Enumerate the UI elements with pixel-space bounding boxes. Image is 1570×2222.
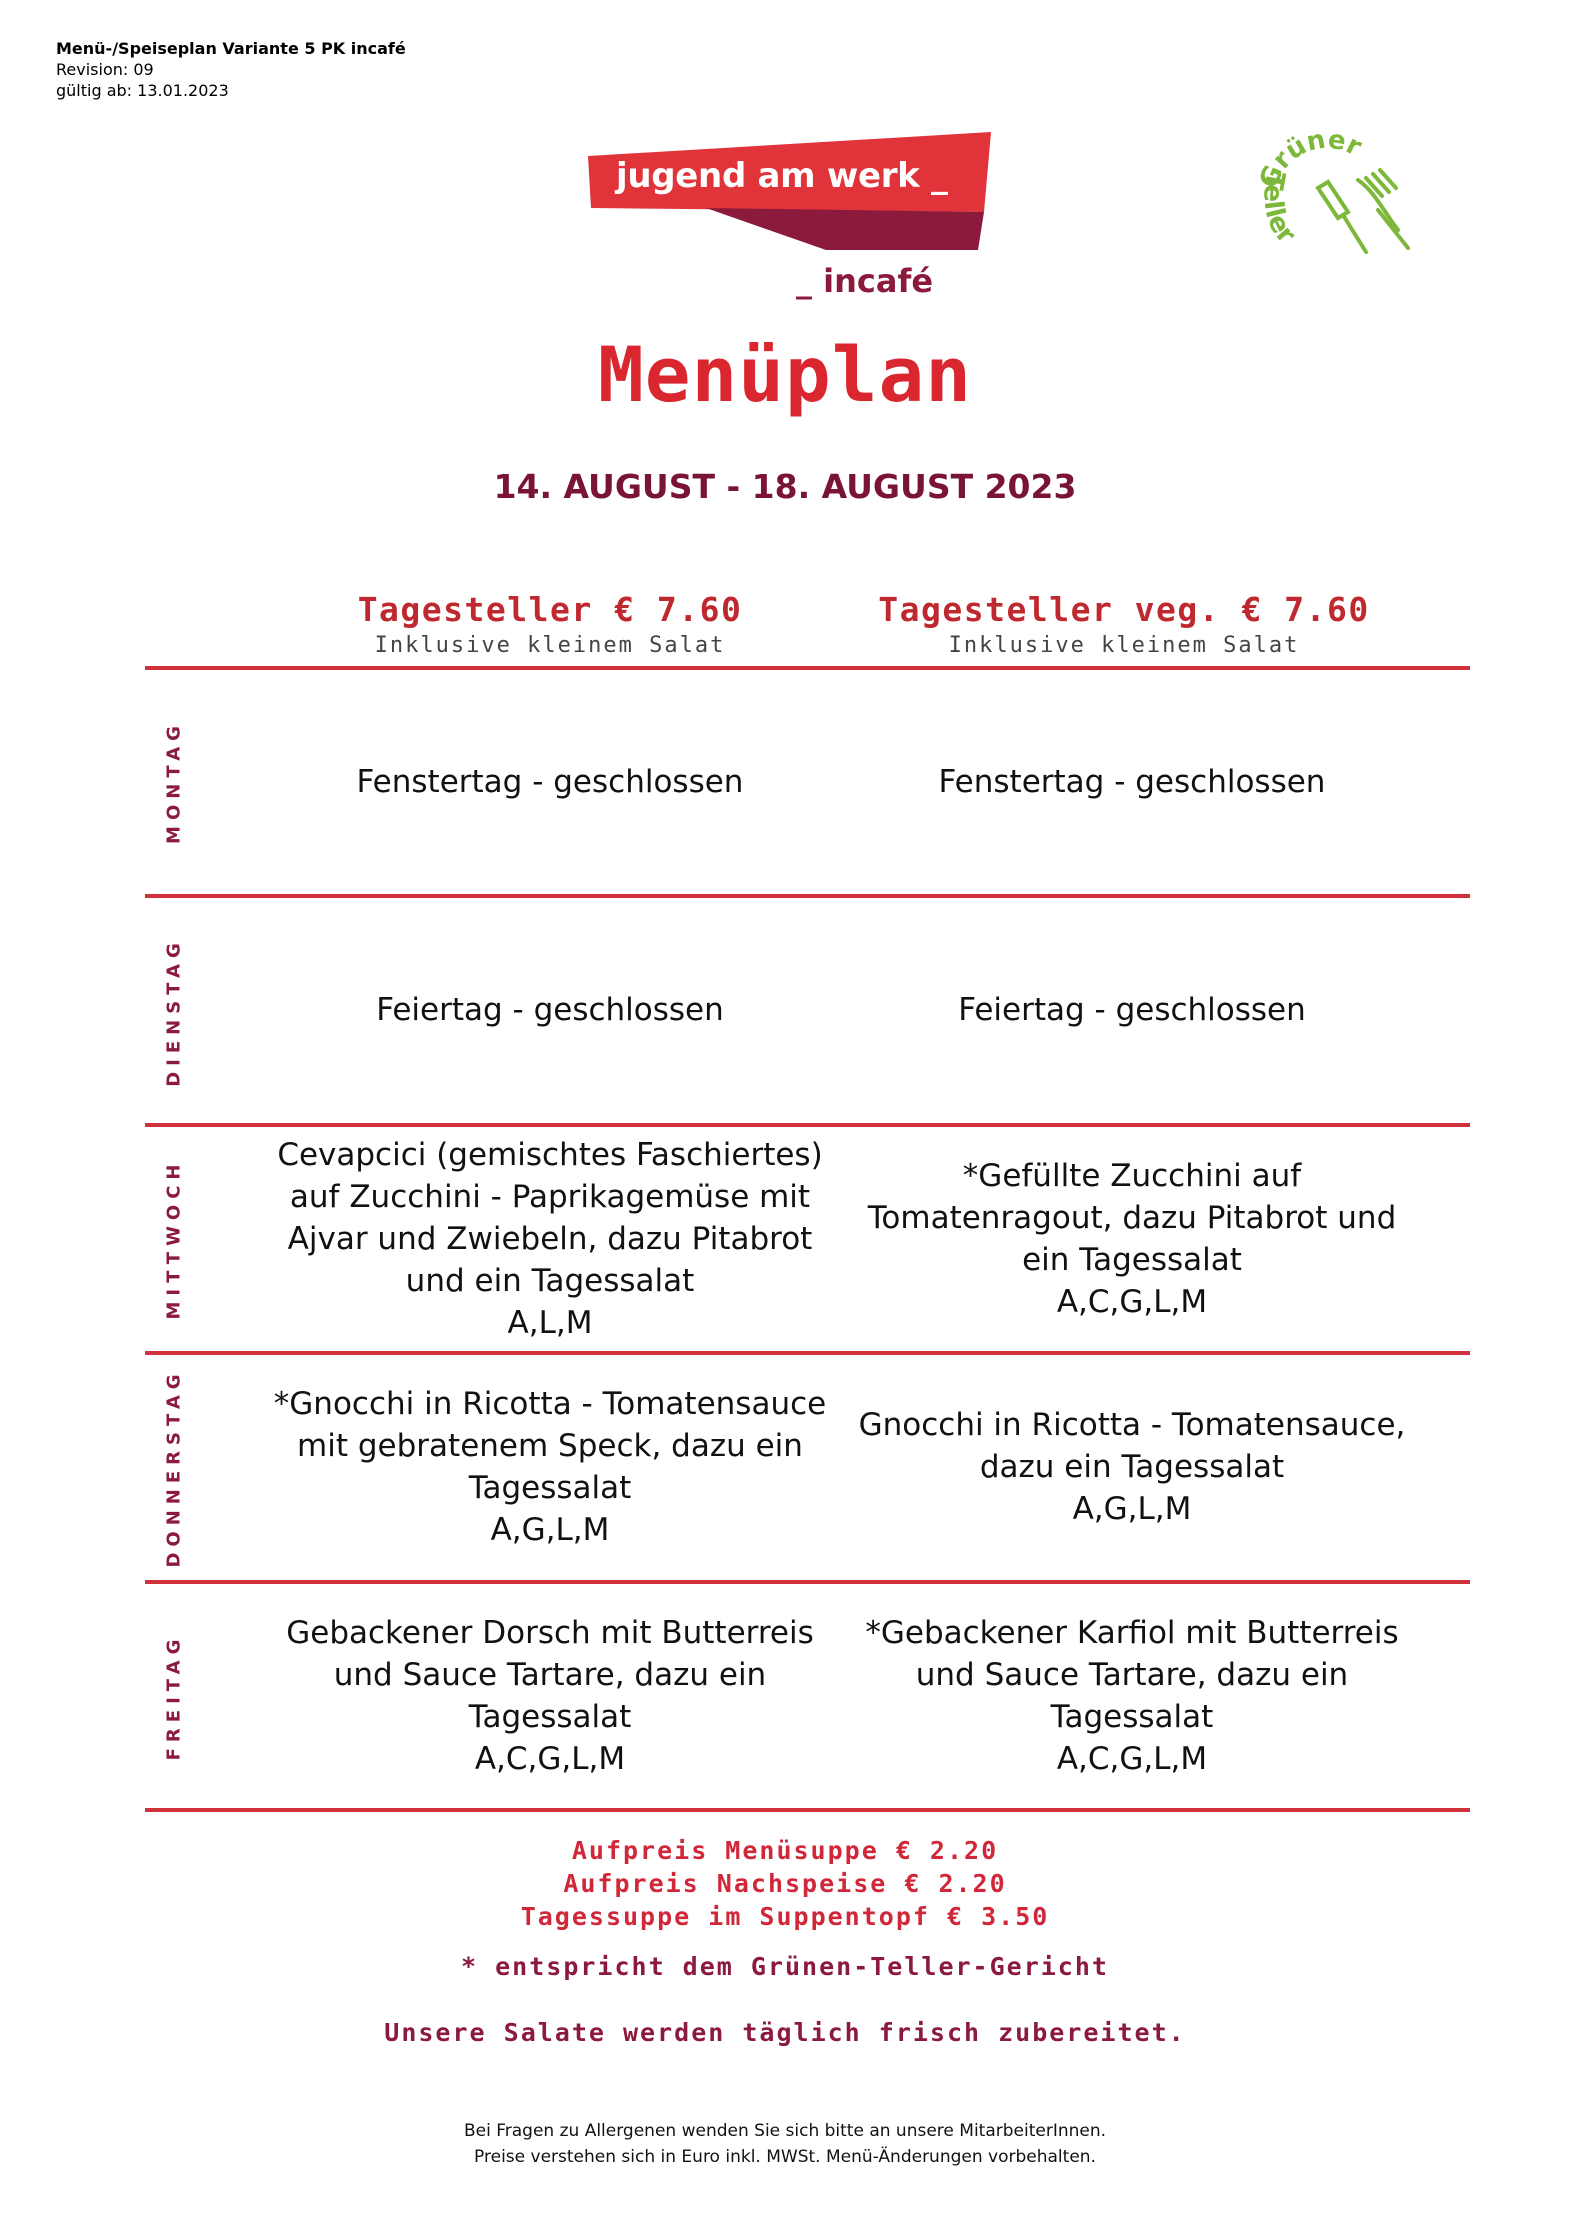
valid-from: gültig ab: 13.01.2023 bbox=[56, 81, 229, 100]
meal-line: Gebackener Dorsch mit Butterreis bbox=[286, 1615, 814, 1651]
meal-line: Gnocchi in Ricotta - Tomatensauce, bbox=[858, 1407, 1406, 1443]
gruener-teller-badge bbox=[1258, 130, 1418, 280]
allergen-codes: A,C,G,L,M bbox=[1056, 1741, 1208, 1777]
badge-text-gruener: rüner bbox=[1266, 130, 1367, 175]
fork-knife-icon bbox=[1318, 170, 1408, 252]
column-title: Tagesteller veg. € 7.60 bbox=[878, 590, 1370, 629]
meal-line: Tomatenragout, dazu Pitabrot und bbox=[867, 1200, 1397, 1236]
column-subtitle: Inklusive kleinem Salat bbox=[948, 633, 1300, 658]
allergen-codes: A,G,L,M bbox=[1072, 1491, 1192, 1527]
divider bbox=[145, 1808, 1470, 1812]
meal-line: *Gnocchi in Ricotta - Tomatensauce bbox=[273, 1386, 827, 1422]
allergen-codes: A,C,G,L,M bbox=[474, 1741, 626, 1777]
extras-prices bbox=[0, 1834, 1570, 1933]
footer-line: Bei Fragen zu Allergenen wenden Sie sich bitte an unsere MitarbeiterInnen. bbox=[463, 2121, 1107, 2141]
meal-cell bbox=[842, 1355, 1422, 1579]
meal-line: Feiertag - geschlossen bbox=[958, 992, 1306, 1028]
meal-line: Fenstertag - geschlossen bbox=[356, 764, 744, 800]
footer bbox=[0, 2118, 1570, 2170]
meal-line: Feiertag - geschlossen bbox=[376, 992, 724, 1028]
meal-cell bbox=[260, 1127, 840, 1351]
extra-price: Aufpreis Menüsuppe € 2.20 bbox=[571, 1836, 999, 1865]
allergen-codes: A,L,M bbox=[507, 1305, 593, 1341]
meal-cell bbox=[842, 898, 1422, 1122]
meal-line: mit gebratenem Speck, dazu ein bbox=[297, 1428, 803, 1464]
meal-cell bbox=[842, 670, 1422, 894]
meal-line: ein Tagessalat bbox=[1022, 1242, 1242, 1278]
meal-line: Cevapcici (gemischtes Faschiertes) bbox=[277, 1137, 823, 1173]
meal-line: und ein Tagessalat bbox=[405, 1263, 695, 1299]
meal-line: dazu ein Tagessalat bbox=[979, 1449, 1285, 1485]
column-header-tagesteller-veg bbox=[844, 590, 1404, 658]
meal-line: und Sauce Tartare, dazu ein bbox=[333, 1657, 767, 1693]
meal-line: Fenstertag - geschlossen bbox=[938, 764, 1326, 800]
meal-cell bbox=[260, 1584, 840, 1808]
date-range: 14. AUGUST - 18. AUGUST 2023 bbox=[493, 467, 1077, 506]
logo-sub-text: _ incafé bbox=[796, 262, 934, 300]
document-header bbox=[56, 38, 406, 101]
meal-line: *Gebackener Karfiol mit Butterreis bbox=[865, 1615, 1399, 1651]
column-header-tagesteller bbox=[270, 590, 830, 658]
allergen-codes: A,C,G,L,M bbox=[1056, 1284, 1208, 1320]
meal-cell bbox=[842, 1584, 1422, 1808]
gruener-teller-note: * entspricht dem Grünen-Teller-Gericht bbox=[461, 1952, 1109, 1981]
meal-line: *Gefüllte Zucchini auf bbox=[962, 1158, 1302, 1194]
extra-price: Tagessuppe im Suppentopf € 3.50 bbox=[520, 1902, 1050, 1931]
logo-main-text: jugend am werk _ bbox=[616, 156, 948, 196]
extra-price: Aufpreis Nachspeise € 2.20 bbox=[563, 1869, 1007, 1898]
meal-line: und Sauce Tartare, dazu ein bbox=[915, 1657, 1349, 1693]
revision: Revision: 09 bbox=[56, 60, 154, 79]
page-title: Menüplan bbox=[597, 330, 973, 419]
meal-line: Tagessalat bbox=[468, 1470, 632, 1506]
column-title: Tagesteller € 7.60 bbox=[357, 590, 743, 629]
document-title: Menü-/Speiseplan Variante 5 PK incafé bbox=[56, 39, 406, 58]
jugend-am-werk-logo bbox=[586, 132, 996, 302]
meal-line: Tagessalat bbox=[1050, 1699, 1214, 1735]
meal-cell bbox=[260, 1355, 840, 1579]
meal-line: Tagessalat bbox=[468, 1699, 632, 1735]
meal-cell bbox=[260, 898, 840, 1122]
meal-line: auf Zucchini - Paprikagemüse mit bbox=[289, 1179, 811, 1215]
footer-line: Preise verstehen sich in Euro inkl. MWSt. Menü-Änderungen vorbehalten. bbox=[474, 2147, 1096, 2167]
meal-cell bbox=[260, 670, 840, 894]
meal-cell bbox=[842, 1127, 1422, 1351]
allergen-codes: A,G,L,M bbox=[490, 1512, 610, 1548]
column-subtitle: Inklusive kleinem Salat bbox=[374, 633, 726, 658]
badge-text-teller: Teller bbox=[1258, 168, 1302, 250]
salad-note: Unsere Salate werden täglich frisch zubereitet. bbox=[384, 2018, 1186, 2047]
meal-line: Ajvar und Zwiebeln, dazu Pitabrot bbox=[287, 1221, 813, 1257]
